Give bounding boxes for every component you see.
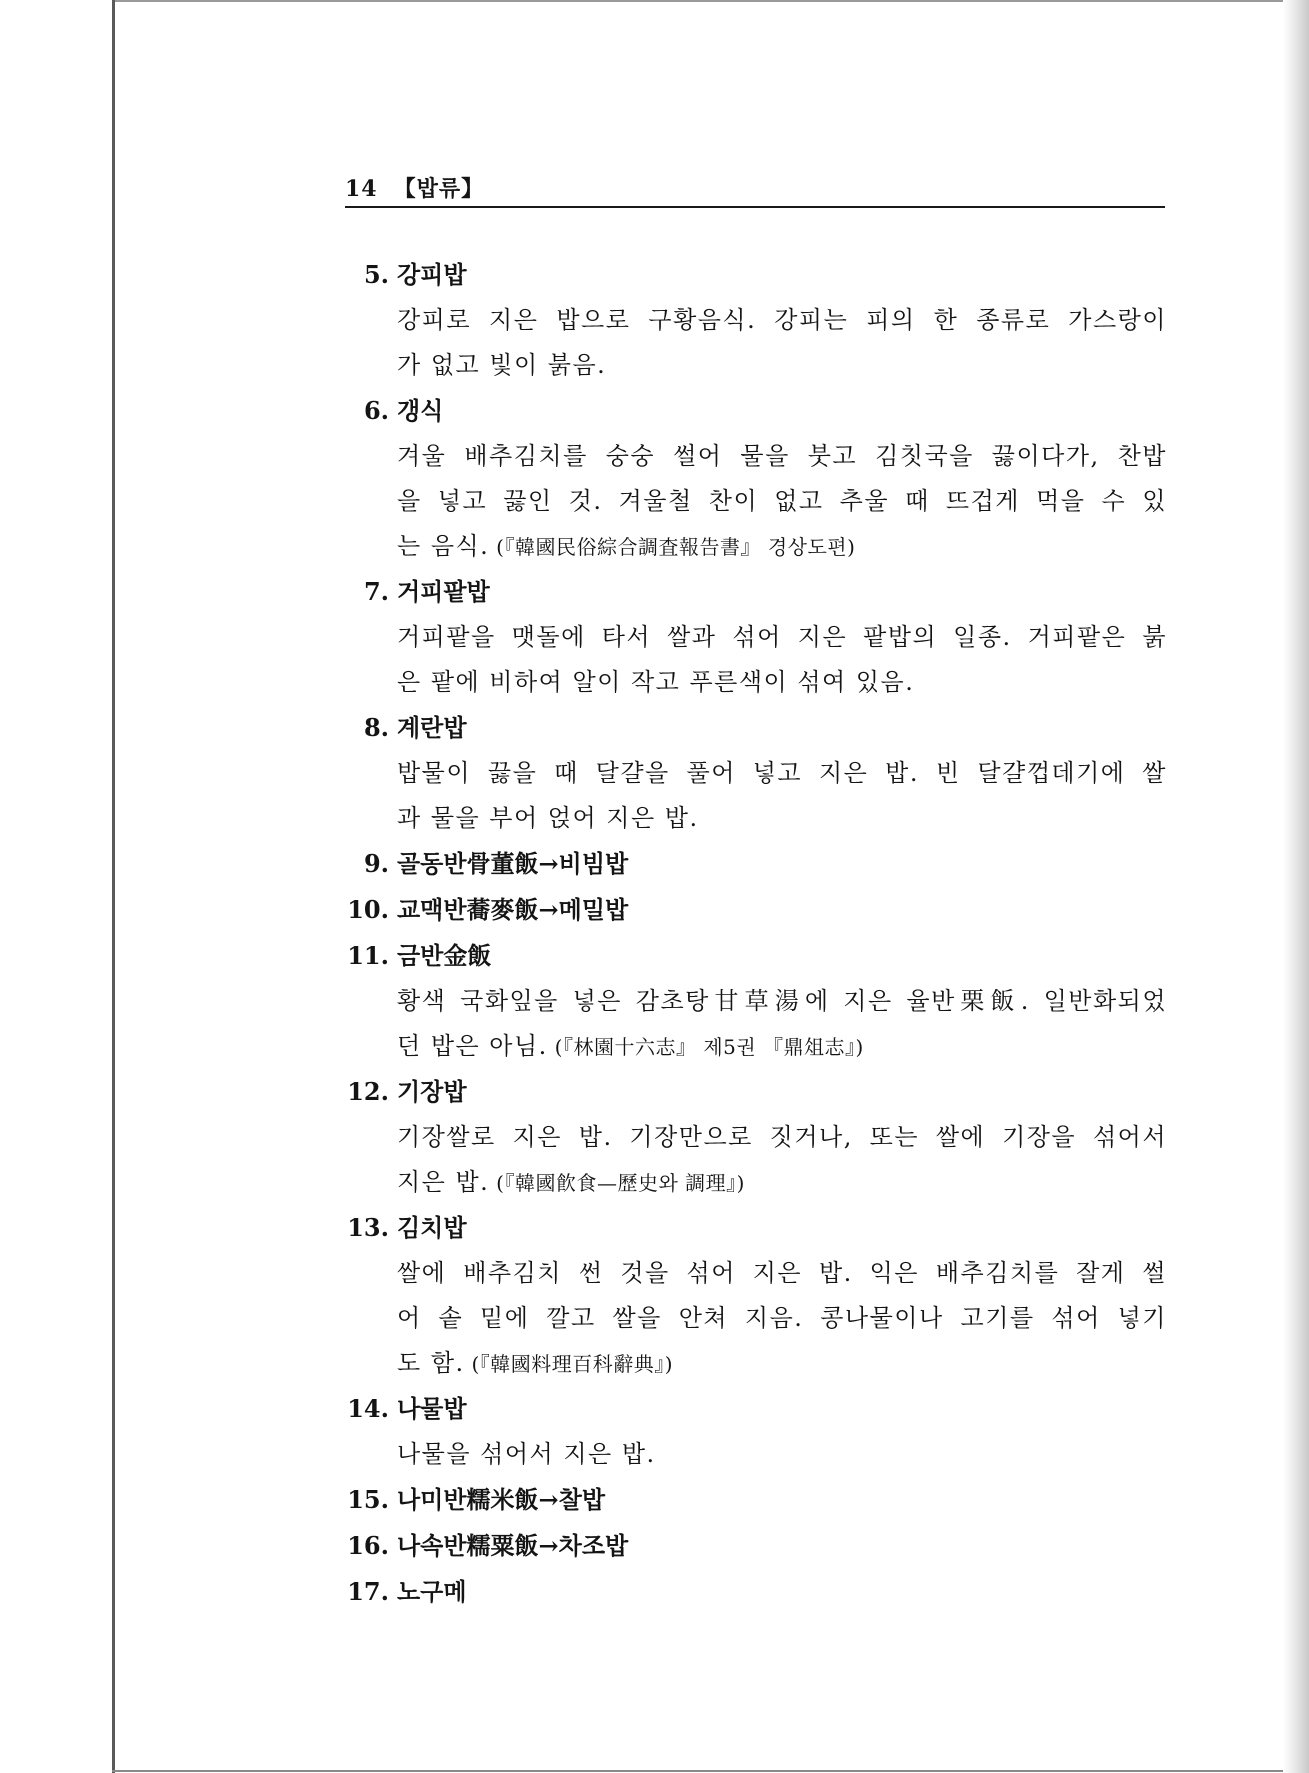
- entry-title: 나물밥: [397, 1394, 467, 1423]
- page-frame-left: [112, 0, 115, 1773]
- line-text: 강피로 지은 밥으로 구황음식. 강피는 피의 한 종류로 가스랑이: [397, 306, 1167, 334]
- line-text: 을 넣고 끓인 것. 겨울철 찬이 없고 추울 때 뜨겁게 먹을 수 있: [397, 487, 1167, 515]
- page-frame-bottom: [112, 1770, 1292, 1772]
- page-number: 14: [345, 176, 378, 202]
- line-text: 과 물을 부어 얹어 지은 밥.: [397, 804, 699, 832]
- running-header: [345, 172, 484, 203]
- entry-number: 6.: [363, 396, 389, 425]
- line-text: 황색 국화잎을 넣은 감초탕甘草湯에 지은 율반栗飯. 일반화되었: [397, 987, 1167, 1015]
- description-line: [397, 751, 1167, 796]
- line-text: 도 함.: [397, 1349, 465, 1377]
- entry-description: [397, 751, 1167, 841]
- entry-heading: [345, 1523, 1167, 1569]
- description-line: [397, 615, 1167, 660]
- entry-number: 9.: [363, 849, 389, 878]
- description-line: [397, 660, 1167, 705]
- entry-title: 노구메: [397, 1577, 467, 1606]
- description-line: [397, 1160, 1167, 1205]
- entry-title: 교맥반蕎麥飯→메밀밥: [397, 895, 629, 924]
- entry-number: 5.: [363, 260, 389, 289]
- entry-description: [397, 298, 1167, 388]
- description-line: [397, 1432, 1167, 1477]
- description-line: [397, 979, 1167, 1024]
- description-line: [397, 1341, 1167, 1386]
- entry-heading: [345, 1569, 1167, 1615]
- line-text: 겨울 배추김치를 숭숭 썰어 물을 붓고 김칫국을 끓이다가, 찬밥: [397, 442, 1167, 470]
- entry-title: 갱식: [397, 396, 444, 425]
- entry-description: [397, 615, 1167, 705]
- entry-heading: [345, 569, 1167, 615]
- entry-heading: [345, 933, 1167, 979]
- entry-heading: [345, 841, 1167, 887]
- entry-title: 골동반骨董飯→비빔밥: [397, 849, 629, 878]
- source-citation: (『韓國飮食—歷史와 調理』): [489, 1171, 745, 1195]
- description-line: [397, 343, 1167, 388]
- entry-number: 12.: [347, 1077, 389, 1106]
- description-line: [397, 1115, 1167, 1160]
- section-title: 【밥류】: [393, 176, 485, 202]
- entry-number: 14.: [347, 1394, 389, 1423]
- entry-heading: [345, 1386, 1167, 1432]
- entry-heading: [345, 705, 1167, 751]
- line-text: 는 음식.: [397, 532, 490, 560]
- header-rule: [345, 206, 1165, 208]
- entry-title: 거피팥밥: [397, 577, 490, 606]
- entry-heading: [345, 252, 1167, 298]
- description-line: [397, 434, 1167, 479]
- description-line: [397, 1024, 1167, 1069]
- line-text: 가 없고 빛이 붉음.: [397, 351, 607, 379]
- description-line: [397, 1251, 1167, 1296]
- line-text: 거피팥을 맷돌에 타서 쌀과 섞어 지은 팥밥의 일종. 거피팥은 붉: [397, 623, 1167, 651]
- page-frame-top: [112, 0, 1292, 2]
- entry-number: 17.: [347, 1577, 389, 1606]
- line-text: 은 팥에 비하여 알이 작고 푸른색이 섞여 있음.: [397, 668, 915, 696]
- entry-description: [397, 434, 1167, 569]
- entry-number: 15.: [347, 1485, 389, 1514]
- description-line: [397, 1296, 1167, 1341]
- line-text: 밥물이 끓을 때 달걀을 풀어 넣고 지은 밥. 빈 달걀껍데기에 쌀: [397, 759, 1167, 787]
- entry-title: 기장밥: [397, 1077, 467, 1106]
- source-citation: (『林園十六志』 제5권 『鼎俎志』): [547, 1035, 864, 1059]
- entry-description: [397, 1115, 1167, 1205]
- source-citation: (『韓國民俗綜合調査報告書』 경상도편): [489, 535, 856, 559]
- entry-number: 8.: [363, 713, 389, 742]
- entry-title: 김치밥: [397, 1213, 467, 1242]
- description-line: [397, 524, 1167, 569]
- entry-description: [397, 1251, 1167, 1386]
- entry-heading: [345, 1069, 1167, 1115]
- line-text: 던 밥은 아님.: [397, 1032, 548, 1060]
- entry-heading: [345, 1477, 1167, 1523]
- line-text: 나물을 섞어서 지은 밥.: [397, 1440, 656, 1468]
- entry-number: 11.: [347, 941, 389, 970]
- entry-title: 나속반糯粟飯→차조밥: [397, 1531, 629, 1560]
- entry-number: 7.: [363, 577, 389, 606]
- entry-title: 나미반糯米飯→찰밥: [397, 1485, 606, 1514]
- entry-number: 13.: [347, 1213, 389, 1242]
- entry-heading: [345, 887, 1167, 933]
- source-citation: (『韓國料理百科辭典』): [464, 1352, 674, 1376]
- entry-description: [397, 1432, 1167, 1477]
- line-text: 어 솥 밑에 깔고 쌀을 안쳐 지음. 콩나물이나 고기를 섞어 넣기: [397, 1304, 1167, 1332]
- entry-title: 계란밥: [397, 713, 467, 742]
- entry-list: [345, 252, 1167, 1615]
- description-line: [397, 796, 1167, 841]
- entry-heading: [345, 1205, 1167, 1251]
- page-shadow: [1283, 0, 1309, 1773]
- entry-title: 금반金飯: [397, 941, 492, 970]
- line-text: 지은 밥.: [397, 1168, 490, 1196]
- entry-description: [397, 979, 1167, 1069]
- description-line: [397, 479, 1167, 524]
- line-text: 기장쌀로 지은 밥. 기장만으로 짓거나, 또는 쌀에 기장을 섞어서: [397, 1123, 1167, 1151]
- line-text: 쌀에 배추김치 썬 것을 섞어 지은 밥. 익은 배추김치를 잘게 썰: [397, 1259, 1167, 1287]
- entry-title: 강피밥: [397, 260, 467, 289]
- entry-number: 16.: [347, 1531, 389, 1560]
- entry-heading: [345, 388, 1167, 434]
- entry-number: 10.: [347, 895, 389, 924]
- description-line: [397, 298, 1167, 343]
